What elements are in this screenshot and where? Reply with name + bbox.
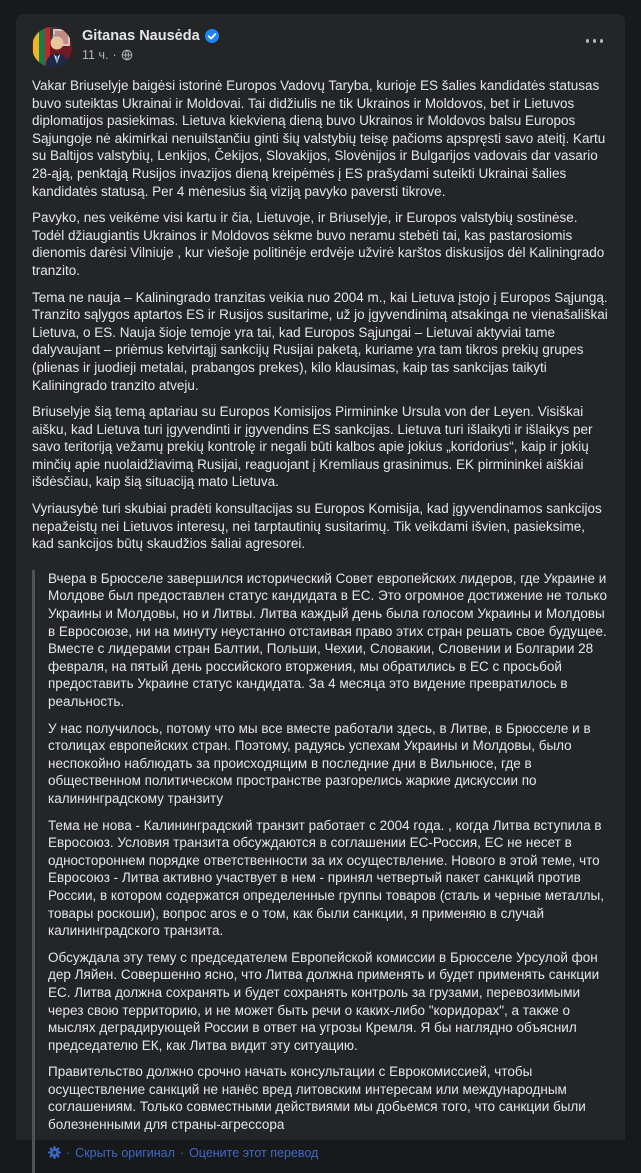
post-paragraph: Tema ne nauja – Kaliningrado tranzitas veikia nuo 2004 m., kai Lietuva įstojo į Europos Sąjungą. Tranzito sąlygos aptartos ES ir Rusijos susitarime, už jo įgyvendinimą atsakinga ne vienašališkai Lietuva, o ES. Nauja šioje temoje yra tai, kad Europos Sąjungai – Lietuvai aktyviai tame dalyvaujant – priėmus ketvirtąjį sankcijų Rusijai paketą, kuriame yra tam tikros prekių grupes (plienas ir juodieji metalai, prabangos prekes), kilo klausimas, kaip tas sankcijas taikyti Kaliningrado tranzito atveju. — [32, 289, 608, 393]
post-paragraph: Briuselyje šią temą aptariau su Europos Komisijos Pirmininke Ursula von der Leyen. Visiškai aišku, kad Lietuva turi įgyvendinti ir įgyvendins ES sankcijas. Lietuva turi išlaikyti ir išlaikys per savo teritoriją vežamų prekių kontrolę ir negali būti kalbos apie jokius „koridorius“, kaip ir jokių minčių apie nuolaidžiavimą Rusijai, reaguojant į Kremliaus grasinimus. EK pirmininkei aiškiai išdėsčiau, kaip šią situaciją mato Lietuva. — [32, 404, 593, 490]
post-meta — [82, 47, 219, 63]
translation-paragraph: У нас получилось, потому что мы все вместе работали здесь, в Литве, в Брюсселе и в столицах европейских стран. Поэтому, радуясь успехам Украины и Молдовы, было неспокойно наблюдать за происходящим в последние дни в Вильнюсе, где в общественном политическом пространстве разгорелись жаркие дискуссии по калининградскому транзиту — [48, 720, 591, 806]
avatar-image — [32, 27, 72, 67]
author-name[interactable]: Gitanas Nausėda — [82, 28, 200, 44]
meta-separator: · — [112, 48, 117, 62]
avatar[interactable] — [32, 27, 72, 67]
post-body — [16, 75, 625, 1173]
post-header — [16, 14, 625, 75]
timestamp[interactable]: 11 ч. — [82, 48, 109, 62]
rate-translation-link[interactable]: Оцените этот перевод — [189, 1145, 319, 1160]
post-paragraph: Vakar Briuselyje baigėsi istorinė Europos Vadovų Taryba, kurioje ES šalies kandidatės statusas buvo suteiktas Ukrainai ir Moldovai. Tai didžiulis ne tik Ukrainos ir Moldovos, bet ir Lietuvos diplomatijos pasiekimas. Lietuva kiekvieną dieną buvo Ukrainos ir Moldovos balsu Europos Sąjungoje nė akimirkai nenuilstančiu ginti šių valstybių teisę pačioms apspręsti savo ateitį. Kartu su Baltijos valstybių, Lenkijos, Čekijos, Slovakijos, Slovėnijos ir Bulgarijos vadovais dar vasario 28-ąją, penktąją Rusijos invazijos dieną kreipėmės į ES prašydami suteikti Ukrainai šalies kandidatės statusą. Per 4 mėnesius šią viziją pavyko paversti tikrove. — [32, 78, 606, 199]
post-card — [16, 14, 625, 1160]
more-options-button[interactable] — [580, 27, 610, 55]
header-info — [82, 27, 219, 63]
translation-footer — [48, 1143, 609, 1173]
translation-paragraph: Вчера в Брюсселе завершился исторический Совет европейских лидеров, где Украине и Молдове был предоставлен статус кандидата в ЕС. Это огромное достижение не только Украины и Молдовы, но и Литвы. Литва каждый день была голосом Украины и Молдовы в Евросоюзе, ни на минуту неустанно отстаивая право этих стран решать свое будущее. Вместе с лидерами стран Балтии, Польши, Чехии, Словакии, Словении и Болгарии 28 февраля, на пятый день российского вторжения, мы обратились в ЕС с просьбой предоставить Украине статус кандидата. За 4 месяца это видение превратилось в реальность. — [48, 570, 607, 709]
post-paragraph: Pavyko, nes veikėme visi kartu ir čia, Lietuvoje, ir Briuselyje, ir Europos valstybių sostinėse. Todėl džiaugiantis Ukrainos ir Moldovos sėkme buvo neramu stebėti tai, kas pastarosiomis dienomis darėsi Vilniuje , kur viešoje politinėje erdvėje užvirė karštos diskusijos dėl Kaliningrado tranzito. — [32, 210, 605, 278]
footer-separator: · — [179, 1145, 185, 1160]
translation-paragraph: Тема не нова - Калининградский транзит работает с 2004 года. , когда Литва вступила в Евросоюз. Условия транзита обсуждаются в соглашении ЕС-Россия, ЕС не несет в одностороннем порядке ответственности за их осуществление. Нового в этой теме, что Евросоюз - Литва активно участвует в нем - принял четвертый пакет санкций против России, в котором содержатся определенные группы товаров (сталь и черные металлы, товары роскоши), вопрос aros е о том, как были санкции, я применяю в случай калининградского транзита. — [48, 817, 605, 939]
more-options-icon — [586, 39, 590, 43]
translated-original-quote — [32, 570, 609, 1173]
hide-original-link[interactable]: Скрыть оригинал — [75, 1145, 175, 1160]
translation-settings-gear-icon[interactable] — [48, 1146, 61, 1159]
translation-paragraph: Обсуждала эту тему с председателем Европейской комиссии в Брюсселе Урсулой фон дер Ляйен. Совершенно ясно, что Литва должна применять и будет применять санкции ЕС. Литва должна сохранять и будет сохранять контроль за грузами, перевозимыми через свою территорию, и не может быть речи о каких-либо "коридорах", а также о мыслях деградирующей России в ответ на угрозы Кремля. Я бы наглядно объяснил председателю ЕК, как Литва видит эту ситуацию. — [48, 949, 600, 1053]
translation-paragraph: Правительство должно срочно начать консультации с Еврокомиссией, чтобы осуществление санкций не нанёс вред литовским интересам или международным соглашениям. Только совместными действиями мы добьемся того, что санкции были болезненными для страны-агрессора — [48, 1064, 586, 1133]
verified-badge-icon — [205, 29, 219, 43]
post-paragraph: Vyriausybė turi skubiai pradėti konsultacijas su Europos Komisija, kad įgyvendinamos sankcijos nepažeistų nei Lietuvos interesų, nei tarptautinių susitarimų. Tik veikdami išvien, pasieksime, kad sankcijos būtų skaudžios šaliai agresorei. — [32, 501, 602, 552]
footer-separator: · — [66, 1145, 71, 1160]
globe-icon — [121, 49, 133, 61]
